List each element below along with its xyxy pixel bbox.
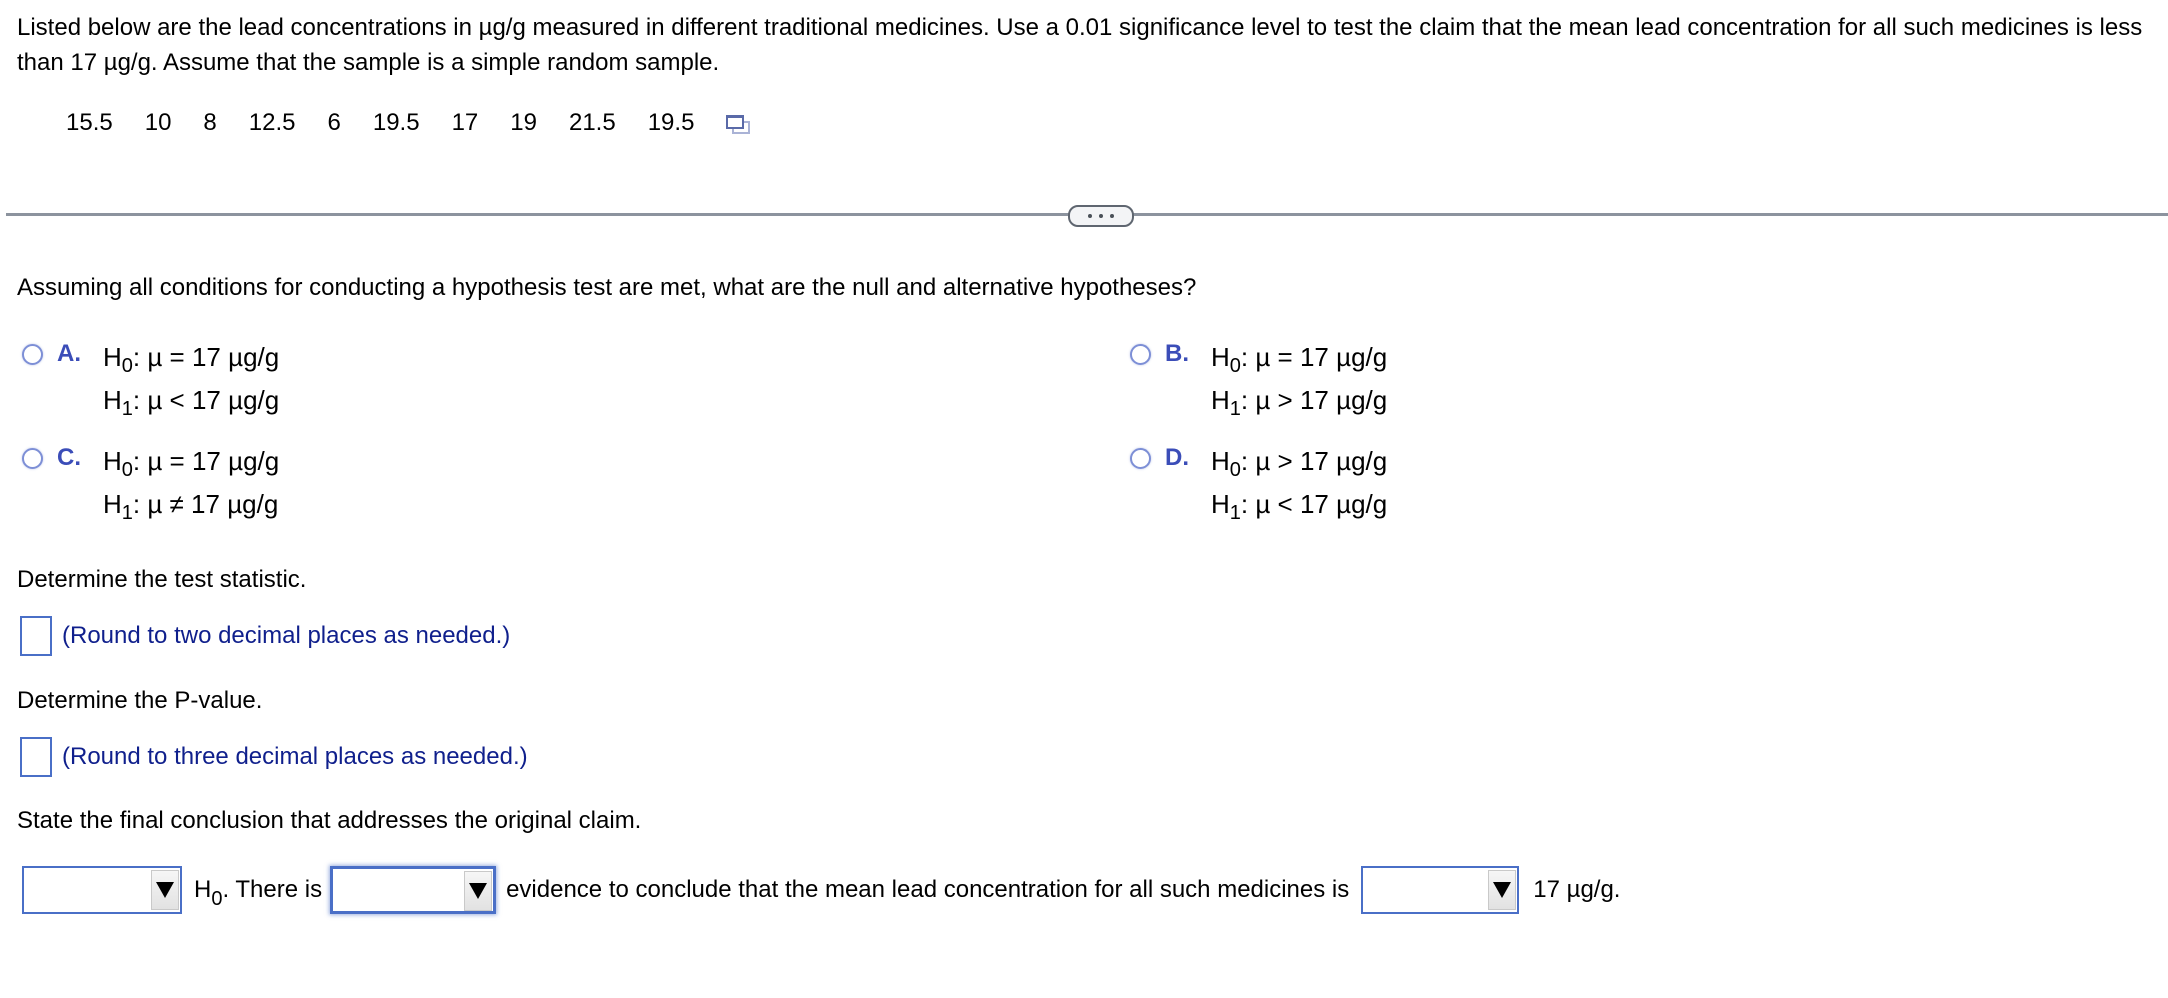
alternative-hypothesis: $H_1$: µ ≠ 17 µg/g xyxy=(103,489,279,524)
null-hypothesis: $H_0$: µ = 17 µg/g xyxy=(103,342,280,377)
radio-button-d[interactable] xyxy=(1130,448,1151,469)
radio-button-c[interactable] xyxy=(22,448,43,469)
option-letter: C. xyxy=(57,444,81,471)
dropdown-arrow-button[interactable] xyxy=(464,871,492,911)
dropdown-arrow-button[interactable] xyxy=(1488,870,1516,910)
hypotheses-prompt: Assuming all conditions for conducting a hypothesis test are met, what are the null and alternative hypotheses? xyxy=(17,274,1197,301)
radio-button-a[interactable] xyxy=(22,344,43,365)
evidence-level-dropdown[interactable] xyxy=(330,866,496,914)
data-value: 12.5 xyxy=(248,109,296,136)
option-letter: A. xyxy=(57,340,81,367)
option-letter: D. xyxy=(1165,444,1189,471)
test-statistic-input[interactable] xyxy=(20,616,52,656)
radio-button-b[interactable] xyxy=(1130,344,1151,365)
p-value-input[interactable] xyxy=(20,737,52,777)
data-value: 10 xyxy=(144,109,172,136)
conclusion-text-2: evidence to conclude that the mean lead concentration for all such medicines is xyxy=(506,876,1350,903)
conclusion-text-3: 17 µg/g. xyxy=(1533,876,1621,903)
data-values-row xyxy=(66,105,748,141)
option-letter: B. xyxy=(1165,340,1189,367)
data-value: 21.5 xyxy=(568,109,616,136)
ellipsis-icon xyxy=(1110,214,1114,218)
expand-more-button[interactable] xyxy=(1068,205,1134,227)
dropdown-arrow-button[interactable] xyxy=(151,870,179,910)
reject-decision-dropdown[interactable] xyxy=(22,866,182,914)
alternative-hypothesis: $H_1$: µ > 17 µg/g xyxy=(1211,385,1388,420)
data-value: 19 xyxy=(510,109,537,136)
ellipsis-icon xyxy=(1099,214,1103,218)
p-value-hint: (Round to three decimal places as needed.) xyxy=(62,743,528,770)
data-value: 6 xyxy=(327,109,341,136)
p-value-row xyxy=(20,737,528,777)
hypothesis-pair xyxy=(103,440,279,526)
ellipsis-icon xyxy=(1088,214,1092,218)
p-value-label: Determine the P-value. xyxy=(17,687,263,714)
hypothesis-pair xyxy=(103,336,279,422)
data-value: 17 xyxy=(451,109,479,136)
option-b[interactable] xyxy=(1130,336,1387,422)
copy-icon-front xyxy=(726,115,744,129)
copy-data-icon[interactable] xyxy=(726,113,748,133)
hypothesis-pair xyxy=(1211,440,1387,526)
conclusion-text-1: . There is xyxy=(222,876,323,903)
null-hypothesis: $H_0$: µ = 17 µg/g xyxy=(103,446,280,481)
h0-symbol: $H_0$ xyxy=(194,876,223,910)
data-value: 19.5 xyxy=(647,109,695,136)
option-c[interactable] xyxy=(22,440,279,526)
problem-statement: Listed below are the lead concentrations in µg/g measured in different traditional medicines. Use a 0.01 significance level to test the claim that the mean lead concentration for all such medicines is less than 17 µg/g. Assume that the sample is a simple random sample. xyxy=(17,14,2143,76)
option-d[interactable] xyxy=(1130,440,1387,526)
alternative-hypothesis: $H_1$: µ < 17 µg/g xyxy=(1211,489,1388,524)
conclusion-label: State the final conclusion that addresses the original claim. xyxy=(17,807,642,834)
test-statistic-hint: (Round to two decimal places as needed.) xyxy=(62,622,511,649)
test-statistic-label: Determine the test statistic. xyxy=(17,566,307,593)
null-hypothesis: $H_0$: µ = 17 µg/g xyxy=(1211,342,1388,377)
chevron-down-icon xyxy=(469,883,487,899)
chevron-down-icon xyxy=(1493,882,1511,898)
chevron-down-icon xyxy=(156,882,174,898)
hypothesis-pair xyxy=(1211,336,1387,422)
test-statistic-row xyxy=(20,616,510,656)
option-a[interactable] xyxy=(22,336,279,422)
conclusion-row xyxy=(22,864,1620,916)
null-hypothesis: $H_0$: µ > 17 µg/g xyxy=(1211,446,1388,481)
data-value: 19.5 xyxy=(372,109,420,136)
comparison-dropdown[interactable] xyxy=(1361,866,1519,914)
alternative-hypothesis: $H_1$: µ < 17 µg/g xyxy=(103,385,280,420)
data-value: 8 xyxy=(203,109,217,136)
data-value: 15.5 xyxy=(66,109,113,136)
